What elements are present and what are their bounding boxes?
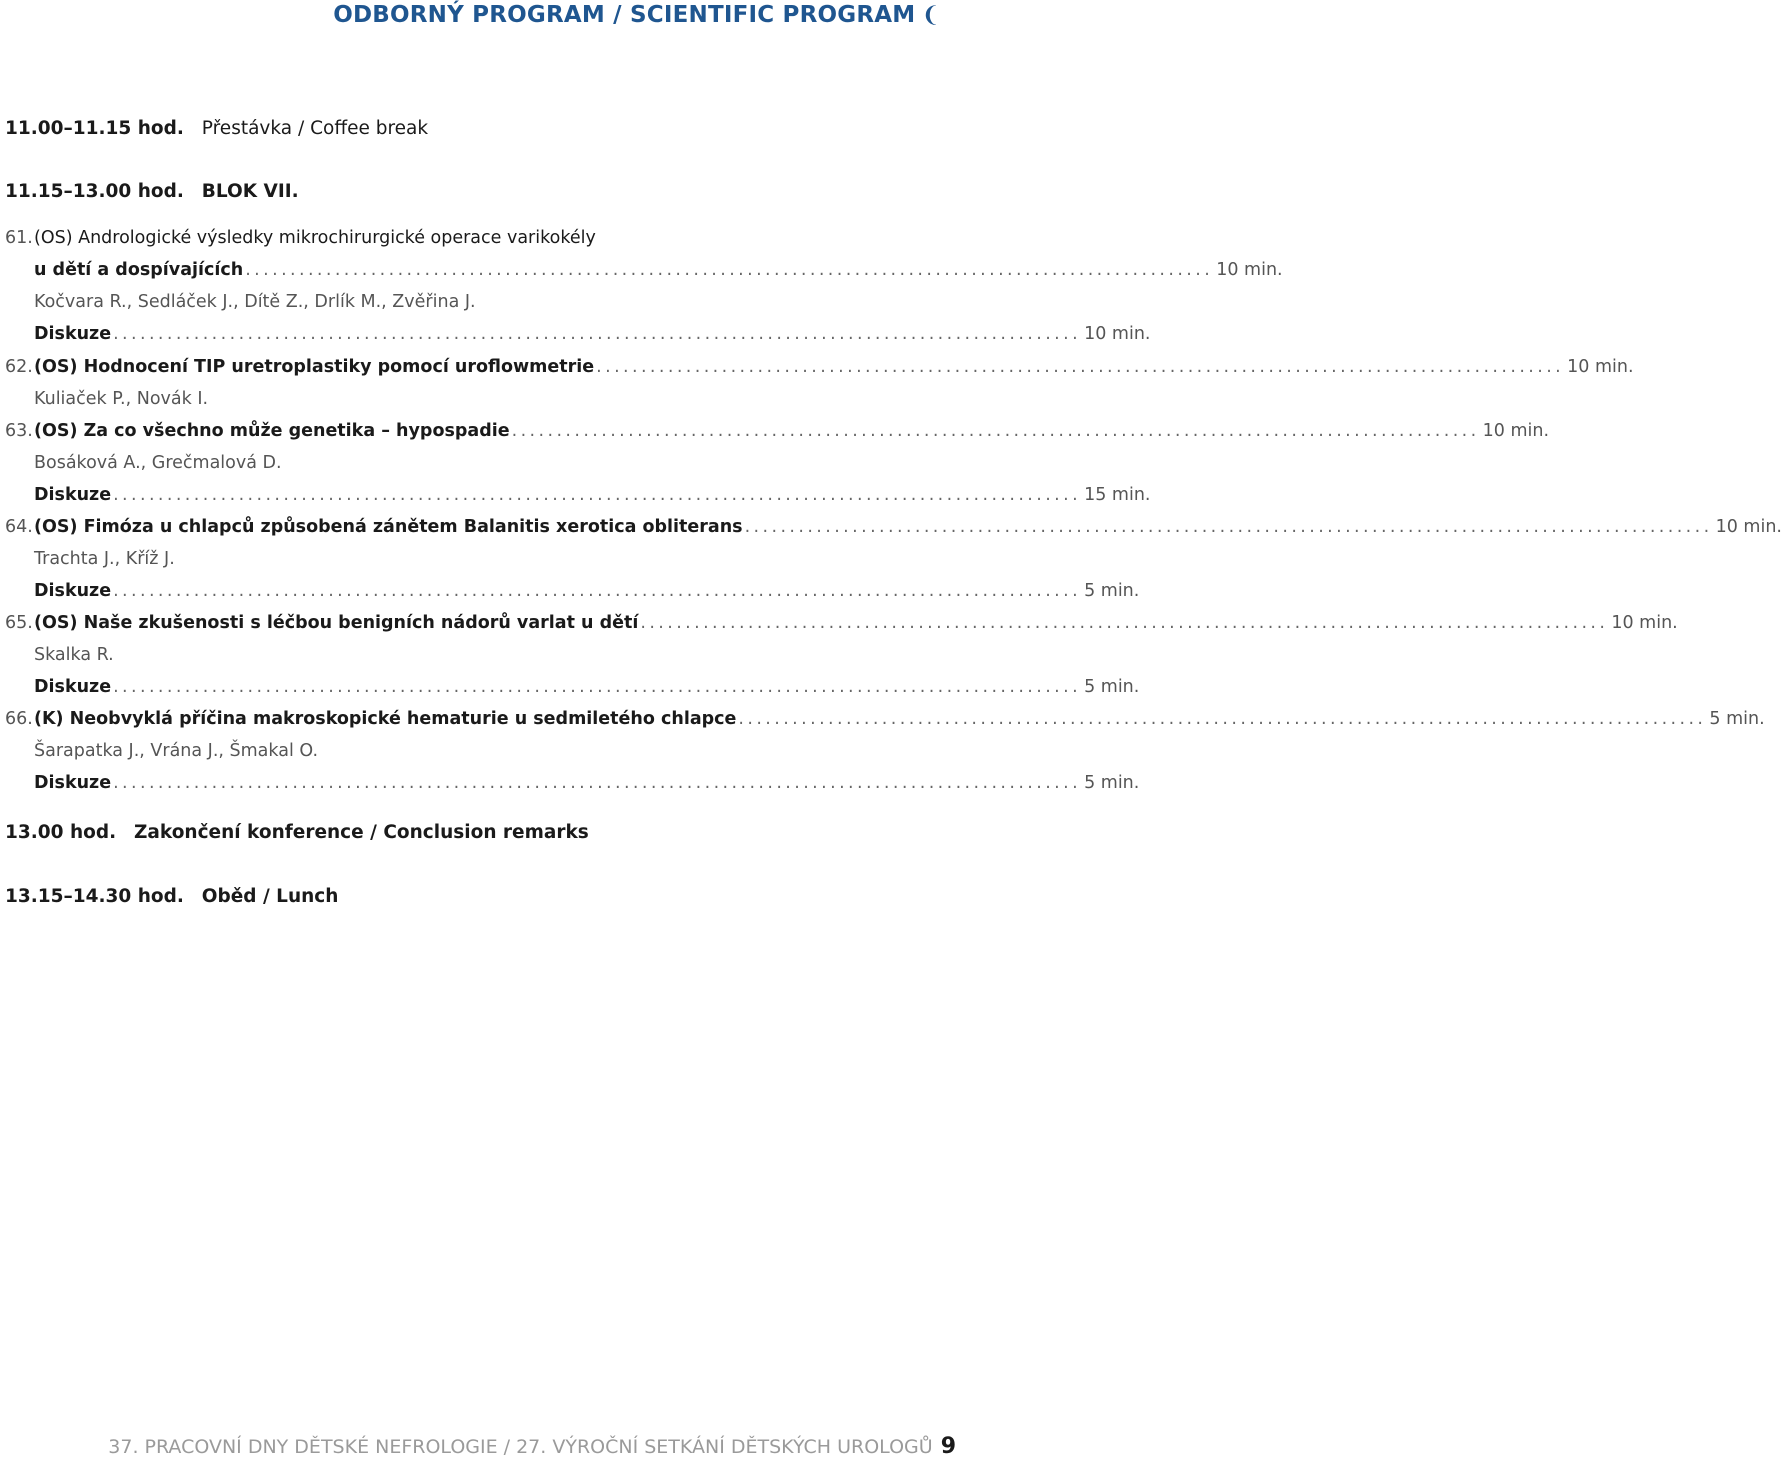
talk-number: 62. — [5, 357, 33, 377]
discussion-duration: 15 min. — [1084, 485, 1151, 505]
discussion-label: Diskuze — [34, 773, 112, 793]
talk-65-title — [5, 613, 1678, 641]
talk-63-title — [5, 421, 1550, 449]
talk-duration: 10 min. — [1611, 613, 1678, 633]
leader-dots: ............................................................................................................ — [738, 709, 1707, 729]
talk-66-discussion — [5, 773, 1140, 801]
block-slot — [5, 181, 299, 202]
talk-authors: Kuliaček P., Novák I. — [34, 389, 209, 409]
slot-label: Oběd / Lunch — [201, 886, 339, 907]
talk-65-discussion — [5, 677, 1140, 705]
talk-number: 65. — [5, 613, 33, 633]
leader-dots: ............................................................................................................ — [511, 421, 1480, 441]
talk-duration: 5 min. — [1709, 709, 1765, 729]
header-bracket-icon: ❨ — [921, 3, 940, 28]
slot-label: Zakončení konference / Conclusion remarks — [134, 822, 589, 843]
discussion-label: Diskuze — [34, 677, 112, 697]
leader-dots: ............................................................................................................ — [640, 613, 1609, 633]
leader-dots: ............................................................................................................ — [744, 517, 1713, 537]
talk-number: 61. — [5, 228, 33, 248]
talk-65-authors — [5, 645, 937, 673]
talk-title: u dětí a dospívajících — [34, 260, 244, 280]
discussion-duration: 5 min. — [1084, 581, 1140, 601]
talk-authors: Šarapatka J., Vrána J., Šmakal O. — [34, 741, 319, 761]
discussion-label: Diskuze — [34, 324, 112, 344]
talk-61-title — [5, 228, 937, 256]
footer-text: 37. PRACOVNÍ DNY DĚTSKÉ NEFROLOGIE / 27. VÝROČNÍ SETKÁNÍ DĚTSKÝCH UROLOGŮ — [108, 1436, 933, 1458]
talk-61-title-cont — [5, 260, 1283, 288]
leader-dots: ............................................................................................................ — [113, 581, 1082, 601]
slot-time: 11.00–11.15 hod. — [5, 118, 184, 139]
talk-64-authors — [5, 549, 937, 577]
block-title: BLOK VII. — [201, 181, 299, 202]
slot-time: 13.15–14.30 hod. — [5, 886, 184, 907]
talk-62-title — [5, 357, 1634, 385]
talk-number: 64. — [5, 517, 33, 537]
talk-62-authors — [5, 389, 937, 417]
talk-number: 63. — [5, 421, 33, 441]
talk-duration: 10 min. — [1715, 517, 1782, 537]
page-header — [333, 2, 940, 28]
slot-time: 11.15–13.00 hod. — [5, 181, 184, 202]
talk-63-authors — [5, 453, 937, 481]
leader-dots: ............................................................................................................ — [113, 485, 1082, 505]
discussion-duration: 10 min. — [1084, 324, 1151, 344]
talk-63-discussion — [5, 485, 1151, 513]
talk-duration: 10 min. — [1482, 421, 1550, 441]
discussion-label: Diskuze — [34, 485, 112, 505]
slot-label: Přestávka / Coffee break — [201, 118, 429, 139]
talk-duration: 10 min. — [1216, 260, 1283, 280]
talk-title: (K) Neobvyklá příčina makroskopické hematurie u sedmiletého chlapce — [34, 709, 737, 729]
talk-authors: Bosáková A., Grečmalová D. — [34, 453, 282, 473]
leader-dots: ............................................................................................................ — [113, 677, 1082, 697]
page-number: 9 — [940, 1434, 956, 1459]
leader-dots: ............................................................................................................ — [113, 773, 1082, 793]
talk-66-title — [5, 709, 1765, 737]
page-footer — [108, 1434, 956, 1459]
discussion-label: Diskuze — [34, 581, 112, 601]
leader-dots: ............................................................................................................ — [245, 260, 1214, 280]
talk-authors: Kočvara R., Sedláček J., Dítě Z., Drlík M., Zvěřina J. — [34, 292, 476, 312]
talk-61-discussion — [5, 324, 1151, 352]
talk-authors: Skalka R. — [34, 645, 114, 665]
talk-title: (OS) Hodnocení TIP uretroplastiky pomocí uroflowmetrie — [34, 357, 595, 377]
conclusion-slot — [5, 822, 589, 843]
leader-dots: ............................................................................................................ — [596, 357, 1565, 377]
lunch-slot — [5, 886, 338, 907]
discussion-duration: 5 min. — [1084, 677, 1140, 697]
discussion-duration: 5 min. — [1084, 773, 1140, 793]
talk-authors: Trachta J., Kříž J. — [34, 549, 175, 569]
slot-time: 13.00 hod. — [5, 822, 117, 843]
talk-title: (OS) Andrologické výsledky mikrochirurgické operace varikokély — [34, 228, 596, 248]
talk-64-discussion — [5, 581, 1140, 609]
leader-dots: ............................................................................................................ — [113, 324, 1082, 344]
talk-64-title — [5, 517, 1782, 545]
break-slot — [5, 118, 428, 139]
talk-number: 66. — [5, 709, 33, 729]
talk-61-authors — [5, 292, 937, 320]
talk-title: (OS) Naše zkušenosti s léčbou benigních nádorů varlat u dětí — [34, 613, 639, 633]
talk-duration: 10 min. — [1567, 357, 1634, 377]
header-title: ODBORNÝ PROGRAM / SCIENTIFIC PROGRAM — [333, 2, 916, 28]
talk-title: (OS) Za co všechno může genetika – hypospadie — [34, 421, 510, 441]
talk-title: (OS) Fimóza u chlapců způsobená zánětem Balanitis xerotica obliterans — [34, 517, 743, 537]
talk-66-authors — [5, 741, 937, 769]
